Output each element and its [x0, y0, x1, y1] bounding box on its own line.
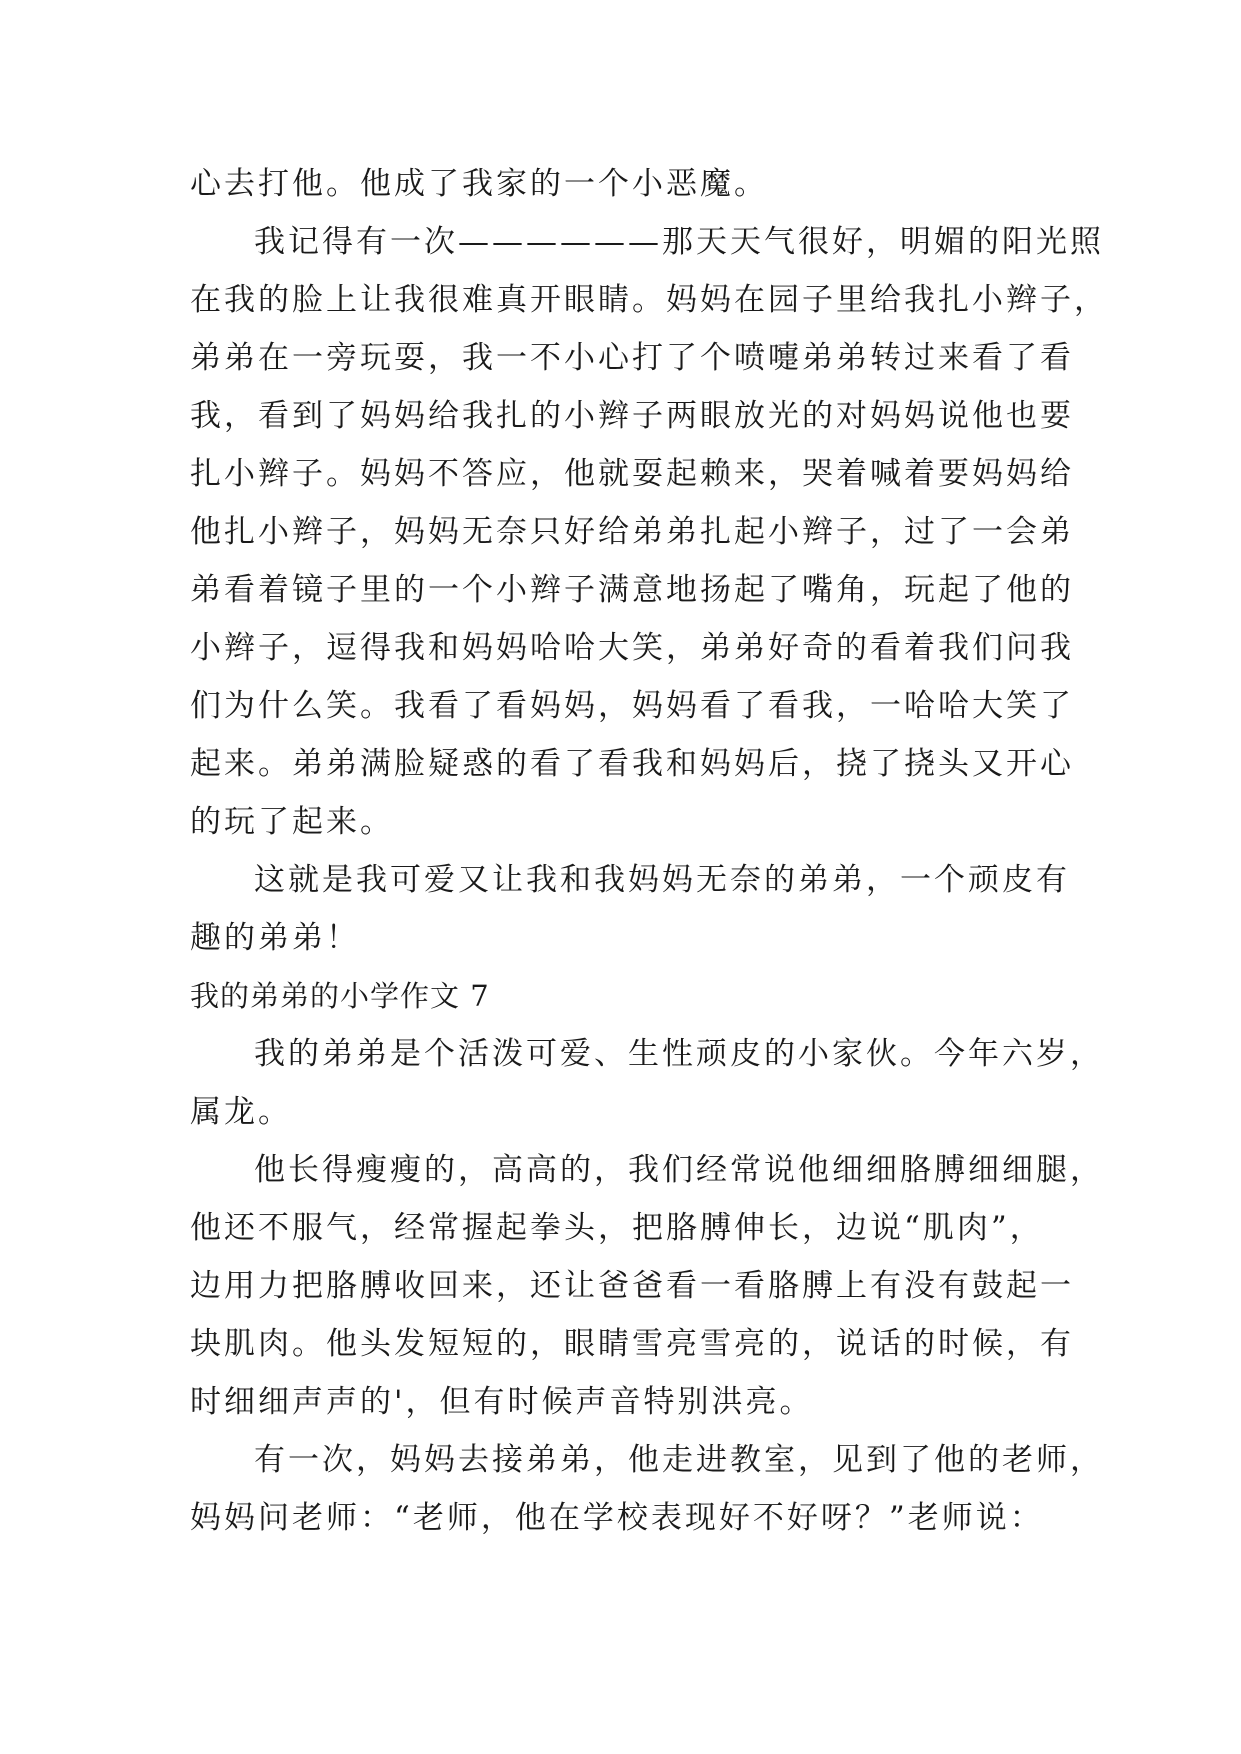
- text-line: 的玩了起来。: [190, 804, 394, 840]
- paragraph-start: 有一次，妈妈去接弟弟，他走进教室，见到了他的老师，: [254, 1442, 1104, 1478]
- text-line: 们为什么笑。我看了看妈妈，妈妈看了看我，一哈哈大笑了: [190, 688, 1074, 724]
- paragraph-start: 这就是我可爱又让我和我妈妈无奈的弟弟，一个顽皮有: [254, 862, 1070, 898]
- text-line: 边用力把胳膊收回来，还让爸爸看一看胳膊上有没有鼓起一: [190, 1268, 1074, 1304]
- text-line: 弟弟在一旁玩耍，我一不小心打了个喷嚏弟弟转过来看了看: [190, 340, 1074, 376]
- text-line: 我，看到了妈妈给我扎的小辫子两眼放光的对妈妈说他也要: [190, 398, 1074, 434]
- section-heading: 我的弟弟的小学作文 7: [190, 979, 490, 1013]
- text-line: 他扎小辫子，妈妈无奈只好给弟弟扎起小辫子，过了一会弟: [190, 514, 1074, 550]
- text-line: 在我的脸上让我很难真开眼睛。妈妈在园子里给我扎小辫子，: [190, 282, 1108, 318]
- paragraph-start: 我记得有一次——————那天天气很好，明媚的阳光照: [254, 224, 1104, 260]
- text-line: 心去打他。他成了我家的一个小恶魔。: [190, 166, 768, 202]
- text-line: 属龙。: [190, 1094, 292, 1130]
- text-line: 小辫子，逗得我和妈妈哈哈大笑，弟弟好奇的看着我们问我: [190, 630, 1074, 666]
- paragraph-start: 我的弟弟是个活泼可爱、生性顽皮的小家伙。今年六岁，: [254, 1036, 1104, 1072]
- paragraph-start: 他长得瘦瘦的，高高的，我们经常说他细细胳膊细细腿，: [254, 1152, 1104, 1188]
- text-line: 时细细声声的'，但有时候声音特别洪亮。: [190, 1384, 814, 1420]
- text-line: 扎小辫子。妈妈不答应，他就耍起赖来，哭着喊着要妈妈给: [190, 456, 1074, 492]
- text-line: 起来。弟弟满脸疑惑的看了看我和妈妈后，挠了挠头又开心: [190, 746, 1074, 782]
- text-line: 块肌肉。他头发短短的，眼睛雪亮雪亮的，说话的时候，有: [190, 1326, 1074, 1362]
- text-line: 趣的弟弟！: [190, 920, 360, 956]
- text-line: 弟看着镜子里的一个小辫子满意地扬起了嘴角，玩起了他的: [190, 572, 1074, 608]
- text-line: 他还不服气，经常握起拳头，把胳膊伸长，边说“肌肉”，: [190, 1210, 1044, 1246]
- text-line: 妈妈问老师：“老师，他在学校表现好不好呀？”老师说：: [190, 1500, 1044, 1536]
